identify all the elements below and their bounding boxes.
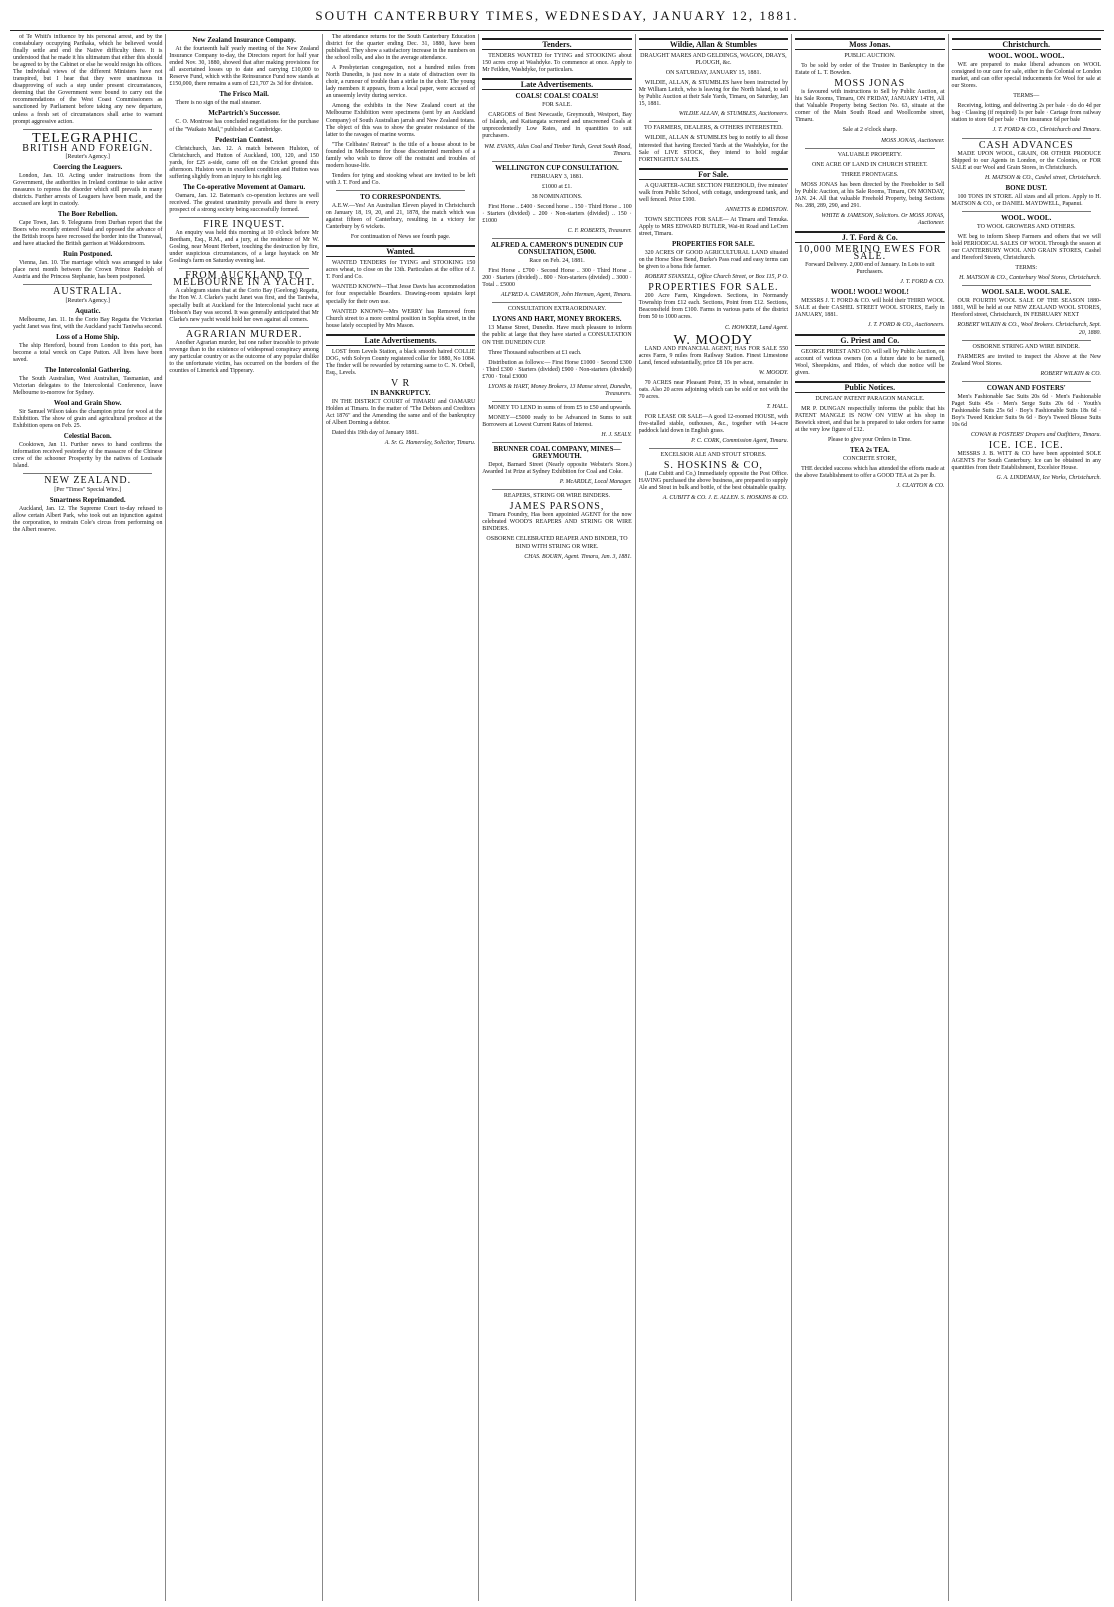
ad-heading: PROPERTIES FOR SALE. <box>672 240 755 249</box>
ad-heading: ALFRED A. CAMERON'S DUNEDIN CUP CONSULTATION, £5000. <box>490 240 623 257</box>
news-text: Cooktown, Jan 11. Further news to hand confirms the information received yesterday of the massacre of the Chinese crew of the schooner Prosperity by the natives of Louisade Island. <box>13 442 163 470</box>
news-text: Auckland, Jan. 12. The Supreme Court to-day refused to allow certain Albert Park, who took out an injunction against the corporation, to restrain Cole's circus from performing on the Albert reserve. <box>13 505 163 533</box>
signature: J. T. FORD & CO., Christchurch and Timaru. <box>992 127 1101 134</box>
column-7 <box>949 34 1104 1601</box>
classified-ad: LOST from Levels Station, a black smooth haired COLLIE DOG, with Solvyn County registered collar for 1880, No 1084. The finder will be rewarded by returning same to C. N. Orbell, Esq., Levels. <box>325 348 476 376</box>
signature: COWAN & FOSTERS' Drapers and Outfitters, Timaru. <box>970 432 1101 439</box>
ad-text: FARMERS are invited to inspect the Above at the New Zealand Wool Stores. <box>951 353 1101 367</box>
column-4 <box>479 34 635 1601</box>
ad-subheading: DRAUGHT MARES AND GELDINGS, WAGON, DRAYS, PLOUGH, &c. <box>640 53 787 67</box>
signature: C. F. ROBERTS, Treasurer. <box>567 227 632 234</box>
section-heading-nz: NEW ZEALAND. <box>44 475 132 487</box>
news-text: Oamaru, Jan. 12. Bateman's co-operation lectures are well received. The greatest unanimity prevails and there is every prospect of a strong society being successfully formed. <box>169 192 319 213</box>
signature: T. HALL. <box>766 403 789 410</box>
prize-table: First Horse .. £400 · Second horse .. 150 · Third Horse .. 100 · Starters (divided) .. 200 · Non-starters (divided) .. 150 · £1000 <box>482 203 632 224</box>
news-heading: Smartness Reprimanded. <box>49 495 126 504</box>
divider <box>492 238 621 239</box>
ad-text: MR P. DUNGAN respectfully informs the public that his PATENT MANGLE IS NOW ON VIEW at his shop in Beswick street, and that he is prepared to take orders for same at the very low figure of £12. <box>795 405 945 433</box>
section-heading-australia: AUSTRALIA. <box>53 286 123 298</box>
signature: H. MATSON & CO., Cashel street, Christchurch. <box>984 174 1101 181</box>
ad-text: 100 TONS IN STORE. All sizes and all prices. Apply to H. MATSON & CO., or DANIEL MAYDWELL, Papanui. <box>951 193 1101 207</box>
ad-text: OUR FOURTH WOOL SALE OF THE SEASON 1880-1881, Will be held at our NEW ZEALAND WOOL STORES, Hereford street, Christchurch, IN FEBRUARY NEXT <box>951 298 1101 319</box>
divider <box>336 190 465 191</box>
classified-ad: 200 Acre Farm, Kingsdown. Sections, in Normandy Township from £12 each. Sections, Point from £12. Sections, Beaconsfield from £100. Farms in various parts of the district from 50 to 1000 acres. <box>638 293 789 321</box>
ad-text: Timaru Foundry, Has been appointed AGENT for the now celebrated WOOD'S REAPERS AND STRING OR WIRE BINDERS. <box>482 512 632 533</box>
signature: LYONS & HART, Money Brokers, 13 Manse street, Dunedin, Treasurers. <box>488 383 632 397</box>
ad-section-moss-jonas: Moss Jonas. <box>795 38 944 50</box>
bankruptcy-text: IN THE DISTRICT COURT of TIMARU and OAMARU Holden at Timaru. In the matter of "The Debtors and Creditors Act 1876" and the Amending the same and of the bankruptcy of Albert Dorning a debtor. <box>325 399 476 427</box>
ad-section-tenders: Tenders. <box>482 38 631 50</box>
news-text: At the fourteenth half yearly meeting of the New Zealand Insurance Company to-day, the Directors report for half year ended Nov. 30, 1880, showed that after making provisions for all ascertained losses up to date and carrying £10,000 to Reserve Fund, which with the Reinsurance Fund now stands at £150,000, there remains a sum of £21,707 2s 3d for division. <box>169 46 319 88</box>
ad-subheading: OSBORNE STRING AND WIRE BINDER. <box>972 343 1080 350</box>
prize-table: Distribution as follows:— First Horse £1000 · Second £300 · Third £300 · Starters (divided) £900 · Non-starters (divided) £700 · Total £3000 <box>482 359 632 380</box>
classified-ad: WANTED TENDERS for TYING and STOOKING 150 acres wheat, to close on the 13th. Particulars at the office of J. T. Ford and Co. <box>325 260 476 281</box>
news-text: Christchurch, Jan. 12. A match between Hulston, of Christchurch, and Hutton of Auckland, 100, 120, and 150 yards, for £25 a-side, came off on the Cricket ground this afternoon. Hulston won in excellent condition and Hutton was suffering slightly from an injury to his right leg. <box>169 145 319 180</box>
classified-ad: FOR LEASE OR SALE—A good 12-roomed HOUSE, with five-stalled stable, outhouses, &c., together with 14-acre paddock laid down in English grass. <box>638 413 789 435</box>
news-heading: Aquatic. <box>74 306 101 315</box>
divider <box>23 129 152 130</box>
ad-heading: WOOL. WOOL. <box>1001 213 1052 222</box>
news-heading: Celestial Bacon. <box>63 432 112 441</box>
ad-heading: COWAN AND FOSTERS' <box>986 383 1066 392</box>
signature: WILDIE ALLAN, & STUMBLES, Auctioneers. <box>678 111 789 118</box>
ad-subheading: Race on Feb. 24, 1881. <box>529 258 585 265</box>
ad-subheading: REAPERS, STRING OR WIRE BINDERS. <box>503 493 611 500</box>
news-heading: The Intercolonial Gathering. <box>44 365 131 374</box>
ad-section-priest: G. Priest and Co. <box>795 334 944 346</box>
signature: J. CLAYTON & CO. <box>896 483 945 490</box>
column-1 <box>10 34 166 1601</box>
classified-ad: WANTED KNOWN—Mrs WERRY has Removed from Church street to a more central position in Sophia street, in the house lately occupied by Mrs Mason. <box>325 308 476 329</box>
ad-note: Sale at 2 o'clock sharp. <box>842 127 897 134</box>
divider <box>492 442 621 443</box>
wire-credit: [Per "Times" Special Wire.] <box>54 486 122 493</box>
signature: G. A. LINDEMAN, Ice Works, Christchurch. <box>996 475 1101 482</box>
ad-section-christchurch: Christchurch. <box>952 38 1101 50</box>
divider <box>492 489 621 490</box>
ad-section-late: Late Advertisements. <box>326 334 475 346</box>
rate-table: Receiving, lotting, and delivering 2s per bale · do do 4d per bag · Classing (if required) 1s per bale · Cartage from railway station to store 6d per bale · Fire insurance 6d per bale <box>951 103 1101 124</box>
article-text: of Te Whiti's influence by his personal arrest, and by the constabulary occupying Parihaka, which he believed would finally settle and end the Native difficulty there. It is understood that he made it his ultimatum that either this should be agreed to by the Cabinet or else he would resign his offices. The individual views of the different Ministers have not transpired, but I hear that they were unanimous in disapproving of such a step under present circumstances, deeming that the Government were bound to carry out the recommendations of the West Coast Commissioners as sanctioned by Parliament before taking any new departure, unless a fresh set of circumstances shall arise to warrant prompt aggressive action. <box>13 34 163 125</box>
article-text: Among the exhibits in the New Zealand court at the Melbourne Exhibition were specimens (sent by an Auckland Company) of South Australian jarrah and New Zealand totara. The object of this was to show the greater resistance of the latter to the ravages of marine worms. <box>325 103 476 138</box>
ad-section-jt-ford: J. T. Ford & Co. <box>795 231 944 243</box>
classified-ad: MONEY TO LEND in sums of from £5 to £50 and upwards. <box>488 404 632 411</box>
masthead-rule <box>10 30 1104 31</box>
news-heading: Loss of a Home Ship. <box>56 332 120 341</box>
bankruptcy-heading: IN BANKRUPTCY. <box>370 388 431 397</box>
ad-subheading: EXCELSIOR ALE AND STOUT STORES. <box>660 452 767 459</box>
signature: P. C. CORK, Commission Agent, Timaru. <box>691 438 789 445</box>
signature: P. McARDLE, Local Manager. <box>559 479 632 486</box>
section-heading-telegraphic: TELEGRAPHIC. <box>32 130 144 146</box>
divider <box>492 161 621 162</box>
prize-table: First Horse .. £700 · Second Horse .. 300 · Third Horse .. 200 · Starters (divided) .. 800 · Non-starters (divided) .. 3000 · Total .. £5000 <box>482 268 632 289</box>
ad-text: MADE UPON WOOL, GRAIN, OR OTHER PRODUCE Shipped to our Agents in London, or the Colonies, or FOR SALE at our Wool and Grain Stores, in Christchurch. <box>951 150 1101 171</box>
ad-heading: TEA 2s TEA. <box>849 446 890 455</box>
ad-section-late: Late Advertisements. <box>482 78 631 90</box>
ad-text: To be sold by order of the Trustee in Bankruptcy in the Estate of L. T. Bowden. <box>795 63 945 77</box>
divider <box>23 284 152 285</box>
ad-text: 13 Manse Street, Dunedin. Have much pleasure to inform the public at large that they have started a CONSULTATION ON THE DUNEDIN CUP. <box>482 325 632 346</box>
news-heading: Ruin Postponed. <box>63 250 113 259</box>
ad-subheading: TERMS: <box>1015 265 1038 272</box>
article-text: Another Agrarian murder, but one rather traceable to private revenge than to the existence of widespread conspiracy among any particular country or as the outcome of any popular dislike to the unfortunate victim, has occurred on the borders of the counties of Limerick and Tipperary. <box>169 339 319 374</box>
ad-text: (Late Cubitt and Co,) Immediately opposite the Post Office. HAVING purchased the above business, are prepared to supply Ale and Stout in bulk and bottle, of the best obtainable quality. <box>638 471 789 492</box>
ad-subheading: CONCRETE STORE, <box>843 456 897 463</box>
article-text: A cablegram states that at the Corio Bay (Geelong) Regatta, the Hon W. J. Clarke's yacht Janet was first, and the Taniwha, specially built at Auckland for the Intercolonial yacht race at Hobson's Bay was second. It was generally anticipated that Mr Clarke's new yacht would hold her own against all comers. <box>169 288 319 323</box>
ad-heading: ICE. ICE. ICE. <box>988 440 1064 452</box>
ad-heading: CASH ADVANCES <box>978 139 1074 151</box>
classified-ad: TOWN SECTIONS FOR SALE— At Timaru and Temuka. Apply to MRS EDWARD BUTLER, Wai-iti Road and LeCren street, Timaru. <box>638 216 789 237</box>
agency-credit: [Reuter's Agency.] <box>65 297 110 304</box>
article-text: "The Celibates' Retreat" is the title of a house about to be founded in Melbourne for those discontented members of a family who wish to throw off the restraint and troubles of modern house-life. <box>325 141 476 169</box>
ad-heading: BONE DUST. <box>1005 183 1047 192</box>
news-heading: The Frisco Mail. <box>219 90 269 99</box>
royal-cipher: V R <box>390 377 411 389</box>
news-text: The ship Hereford, bound from London to this port, has become a total wreck on Cape Patton. All lives have been saved. <box>13 342 163 363</box>
signature: C. HOWKER, Land Agent. <box>725 324 789 331</box>
correspondents-text: A.E.W.—Yes! An Australian Eleven played in Christchurch on January 18, 19, 20, and 21, 1878, the match which was against fifteen of Canterbury, resulting in a victory for Canterbury by 6 wickets. <box>325 202 476 231</box>
ad-text: WE beg to inform Sheep Farmers and others that we will hold PERIODICAL SALES OF WOOL Through the season at our CANTERBURY WOOL AND GRAIN STORES, Cashel and Hereford Streets, Christchurch. <box>951 233 1101 262</box>
divider <box>962 381 1091 382</box>
ad-section-forsale: For Sale. <box>639 168 788 180</box>
article-text: Tenders for tying and stooking wheat are invited to be left with J. T. Ford and Co. <box>325 172 476 186</box>
news-text: Melbourne, Jan. 11. In the Corio Bay Regatta the Victorian yacht Janet was first, with the Auckland yacht Taniwha second. <box>13 316 163 330</box>
column-5 <box>636 34 792 1601</box>
divider <box>962 138 1091 139</box>
classified-ad: WANTED KNOWN—That Jesse Davis has accommodation for four respectable Boarders. Drawing-room upstairs kept specially for their own use. <box>325 284 476 305</box>
ad-text: GEORGE PRIEST AND CO. will sell by Public Auction, on account of various owners (on a future date to be named), Wool, Sheepskins, and Hides, of which due notice will be given. <box>795 348 945 376</box>
ad-heading: WOOL SALE. WOOL SALE. <box>981 288 1072 297</box>
signature: WHITE & JAMESON, Solicitors. Or MOSS JONAS, Auctioneer. <box>821 212 945 226</box>
divider <box>962 285 1091 286</box>
ad-text: Three Thousand subscribers at £1 each. <box>488 349 582 356</box>
ad-heading: PROPERTIES FOR SALE. <box>648 282 779 294</box>
ad-subheading: £1000 at £1. <box>542 183 572 190</box>
ad-heading: MOSS JONAS <box>834 78 906 90</box>
ad-heading: WOOL! WOOL! WOOL! <box>830 288 909 297</box>
ad-heading: WELLINGTON CUP CONSULTATION. <box>495 163 619 172</box>
ad-heading: COALS! COALS! COALS! <box>515 92 599 101</box>
ad-subheading: TO WOOL GROWERS AND OTHERS. <box>977 223 1076 230</box>
signature: ANNETTS & EDMISTON. <box>725 206 789 213</box>
ad-text: MESSRS J. T. FORD & CO. will hold their THIRD WOOL SALE at their CASHEL STREET WOOL STORES, Early in JANUARY, 1881. <box>795 298 945 319</box>
classified-ad: 320 ACRES OF GOOD AGRICULTURAL LAND situated on the Horse Shoe Bend, Burke's Pass road and easy terms can be given to a bona fide farmer. <box>638 250 789 271</box>
article-title-yacht: FROM AUCKLAND TO MELBOURNE IN A YACHT. <box>173 270 316 289</box>
ad-note: Please to give your Orders in Time. <box>828 437 912 444</box>
news-text: Sir Samuel Wilson takes the champion prize for wool at the Exhibition. The show of grain and agricultural produce at the Exhibition opens on Feb. 25. <box>13 409 163 430</box>
news-text: London, Jan. 10. Acting under instructions from the Government, the authorities in Ireland continue to take active measures to repress the disorder which still prevails in many districts. Further arrests of Leaguers have been made, and the accused are kept in custody. <box>13 172 163 207</box>
classified-ad: TENDERS WANTED for TYING and STOOKING about 150 acres crop at Washdyke. To commence at once. Apply to Mr Feilden, Washdyke, for particulars. <box>482 53 632 74</box>
divider <box>962 340 1091 341</box>
classified-ad: LAND AND FINANCIAL AGENT, HAS FOR SALE 550 acres Farm, 9 miles from Railway Station. Finest Limestone Land, fenced substantially, price £8 10s per acre. <box>638 345 789 366</box>
ad-text: WILDIE, ALLAN & STUMBLES beg to notify to all those interested that having Erected Yards at the Washdyke, for the Sale of LIVE STOCK, they intend to hold regular FORTNIGHTLY SALES. <box>638 135 789 163</box>
signature: H. J. SEALY. <box>601 431 632 438</box>
signature: CHAS. BOURN, Agent. Timaru, Jan. 3, 1881. <box>524 553 632 560</box>
ad-heading: BRUNNER COAL COMPANY, MINES—GREYMOUTH. <box>493 445 621 461</box>
divider <box>179 268 308 269</box>
ad-text: is favoured with instructions to Sell by Public Auction, at his Sale Rooms, Timaru, ON FRIDAY, JANUARY 14TH, All that Valuable Property being Section No. 63, situate at the corner of the Main South Road and Woollcombe street, Timaru. <box>795 89 945 124</box>
news-heading: Wool and Grain Show. <box>53 399 122 408</box>
section-heading-british: BRITISH AND FOREIGN. <box>22 142 154 154</box>
divider <box>179 217 308 218</box>
news-heading: McPartrich's Successor. <box>208 109 280 118</box>
ad-subheading: 38 NOMINATIONS. <box>531 193 583 200</box>
signature: H. MATSON & CO., Canterbury Wool Stores, Christchurch. <box>959 275 1101 282</box>
column-2 <box>166 34 322 1601</box>
ad-heading: S. HOSKINS & CO, <box>663 460 763 472</box>
ad-subheading: FOR SALE. <box>542 102 572 109</box>
ad-subheading: DUNGAN' PATENT PARAGON MANGLE. <box>815 395 925 402</box>
ad-text: WILDIE, ALLAN, & STUMBLES have been instructed by Mr William Leitch, who is leaving for the North Island, to sell by Public Auction at their Sale Yards, Timaru, on Saturday, Jan 15, 1881. <box>638 80 789 108</box>
ad-text: Forward Delivery. 2,000 end of January. In Lots to suit Purchasers. <box>805 262 935 276</box>
ad-text: THE decided success which has attended the efforts made at the above Establishment to offer a GOOD TEA at 2s per lb. <box>795 466 945 480</box>
correspondents-heading: TO CORRESPONDENTS. <box>360 192 441 201</box>
signature: J. T. FORD & CO. <box>900 279 945 286</box>
ad-section-wanted: Wanted. <box>326 245 475 257</box>
news-heading: The Co-operative Movement at Oamaru. <box>182 182 306 191</box>
news-text: C. O. Montrose has concluded negotiations for the purchase of the "Waikato Mail," published at Cambridge. <box>169 119 319 133</box>
ad-section-public-notices: Public Notices. <box>795 381 944 393</box>
news-heading: The Boer Rebellion. <box>57 210 118 219</box>
classified-ad: MONEY—£5000 ready to be Advanced in Sums to suit Borrowers at Lowest Current Rates of Interest. <box>482 414 632 428</box>
news-heading: New Zealand Insurance Company. <box>192 36 296 44</box>
ad-text: Depot, Barnard Street (Nearly opposite Webster's Store.) Awarded 1st Prize at Sydney Exhibition for Coal and Coke. <box>482 462 632 476</box>
signature: MOSS JONAS, Auctioneer. <box>881 137 945 144</box>
divider <box>492 401 621 402</box>
signature: W. MOODY. <box>758 369 789 376</box>
divider <box>805 148 934 149</box>
ad-subheading: OSBORNE CELEBRATED REAPER AND BINDER, TO BIND WITH STRING OR WIRE. <box>486 536 628 550</box>
divider <box>649 448 778 449</box>
signature: WM. EVANS, Atlas Coal and Timber Yards, Great South Road, Timaru. <box>484 143 632 157</box>
news-text: The South Australian, West Australian, Tasmanian, and Victorian delegates to the Intercolonial Conference, leave Melbourne to-morrow for Sydney. <box>13 375 163 397</box>
signature: ROBERT STANSELL, Office Church Street, or Box 115, P O. <box>644 274 789 281</box>
bankruptcy-date: Dated this 19th day of January 1881. <box>331 430 419 437</box>
classified-ad: 70 ACRES near Pleasant Point, 35 in wheat, remainder in oats. Also 20 acres adjoining which can be sold or not with the 70 acres. <box>638 379 789 400</box>
article-title-agrarian: AGRARIAN MURDER. <box>185 328 303 340</box>
ad-text: MOSS JONAS has been directed by the Freeholder to Sell by Public Auction, at his Sale Rooms, Timaru, ON MONDAY, JAN. 24. All that valuable Freehold Property, being Sections No. 288, 289, 290, and 291. <box>795 181 945 209</box>
ad-heading: WOOL. WOOL. WOOL. <box>988 52 1065 61</box>
article-text: An enquiry was held this morning at 10 o'clock before Mr Beetham, Esq., R.M., and a jury, at the residence of Mr W. Gosling, near Mount Herbert, touching the destruction by fire, under suspicious circumstances, of a large haystack on Mr Gosling's farm on Saturday evening last. <box>169 230 319 265</box>
columns <box>10 34 1104 1601</box>
price-list: Men's Fashionable Sac Suits 20s 6d · Men's Fashionable Paget Suits 45s · Men's Serge Suits 20s 6d · Youth's Fashionable Suits 25s 6d · Boy's Fashionable Suits 18s 6d · Boy's Tweed Knicker Suits 9s 6d · Boy's Tweed Blouse Suits 10s 6d <box>951 393 1101 428</box>
divider <box>23 473 152 474</box>
ad-subheading: VALUABLE PROPERTY. <box>837 151 902 158</box>
news-heading: Coercing the Leaguers. <box>53 162 123 171</box>
news-heading: Pedestrian Contest. <box>214 135 274 144</box>
ad-heading: LYONS AND HART, MONEY BROKERS. <box>492 315 622 324</box>
ad-subheading: FEBRUARY 3, 1881. <box>530 173 584 180</box>
ad-subheading: THREE FRONTAGES. <box>841 171 899 178</box>
ad-text: MESSRS J. B. WITT & CO have been appointed SOLE AGENTS For South Canterbury. Ice can be obtained in any quantities from their Establishment, Excelsior House. <box>951 451 1101 472</box>
ad-heading: 10,000 MERINO EWES FOR SALE. <box>798 244 942 263</box>
article-text: The attendance returns for the South Canterbury Education district for the quarter ending Dec. 31, 1880, have been published. They show a satisfactory increase in the numbers on the school rolls, and also in the average attendance. <box>325 34 476 62</box>
ad-subheading: TO FARMERS, DEALERS, & OTHERS INTERESTED. <box>644 125 783 132</box>
article-title-fire: FIRE INQUEST. <box>203 219 285 231</box>
signature: A. Sr. G. Hamersley, Solicitor, Timaru. <box>384 440 476 447</box>
news-text: There is no sign of the mail steamer. <box>175 100 262 107</box>
signature: ROBERT WILKIN & CO., Wool Brokers. Christchurch, Sept. 20, 1880. <box>957 322 1101 336</box>
ad-subheading: CONSULTATION EXTRAORDINARY. <box>507 306 607 313</box>
divider <box>492 302 621 303</box>
signature: ALFRED A. CAMERON, John Herman, Agent, Timaru. <box>500 292 632 299</box>
continuation-note: For continuation of News see fourth page. <box>350 234 451 241</box>
ad-subheading: ONE ACRE OF LAND IN CHURCH STREET. <box>811 161 928 168</box>
classified-ad: A QUARTER-ACRE SECTION FREEHOLD, five minutes' walk from Public School, with cottage, underground tank, and well fenced. Price £100. <box>638 182 789 203</box>
agency-credit: [Reuter's Agency.] <box>65 153 110 160</box>
ad-text: WE are prepared to make liberal advances on WOOL consigned to our care for sale, either in the Colonial or London market, and can offer special inducements for Wool for sale at our Stores. <box>951 62 1101 90</box>
ad-text: CARGOES of Best Newcastle, Greymouth, Westport, Bay of Islands, and Kaitangata screened and unscreened Coals at unprecedentedly Low Rates, and in quantities to suit purchasers. <box>482 112 632 140</box>
signature: J. T. FORD & CO., Auctioneers. <box>867 322 945 329</box>
signature: A. CUBITT & CO. J. E. ALLEN. S. HOSKINS & CO. <box>662 495 789 502</box>
column-3 <box>323 34 479 1601</box>
divider <box>962 211 1091 212</box>
article-text: A Presbyterian congregation, not a hundred miles from North Dunedin, is just now in a state of distraction over its choir, a rumour of trouble than a strike in the choir. The young lady members it appears, from a local paper, were accused of an unseemly levity during service. <box>325 65 476 100</box>
masthead: SOUTH CANTERBURY TIMES, WEDNESDAY, JANUARY 12, 1881. <box>315 8 799 23</box>
signature: ROBERT WILKIN & CO. <box>1040 370 1101 377</box>
divider <box>179 327 308 328</box>
ad-section-wildie: Wildie, Allan & Stumbles <box>639 38 788 50</box>
ad-subheading: PUBLIC AUCTION. <box>844 53 896 60</box>
news-text: Vienna, Jan. 10. The marriage which was arranged to take place next month between the Crown Prince Rudolph of Austria and the Princess Stephanie, has been postponed. <box>13 260 163 281</box>
divider <box>649 121 778 122</box>
ad-subheading: ON SATURDAY, JANUARY 15, 1881. <box>665 70 762 77</box>
column-6 <box>792 34 948 1601</box>
news-text: Cape Town, Jan. 9. Telegrams from Durban report that the Boers who recently entered Natal and opposed the advance of the British troops have recrossed the border into the Transvaal, and have attacked the British garrison at Wakkerstroom. <box>13 220 163 248</box>
ad-subheading: TERMS— <box>1013 93 1040 100</box>
ad-heading: JAMES PARSONS, <box>509 501 605 513</box>
ad-heading: W. MOODY <box>673 332 754 348</box>
